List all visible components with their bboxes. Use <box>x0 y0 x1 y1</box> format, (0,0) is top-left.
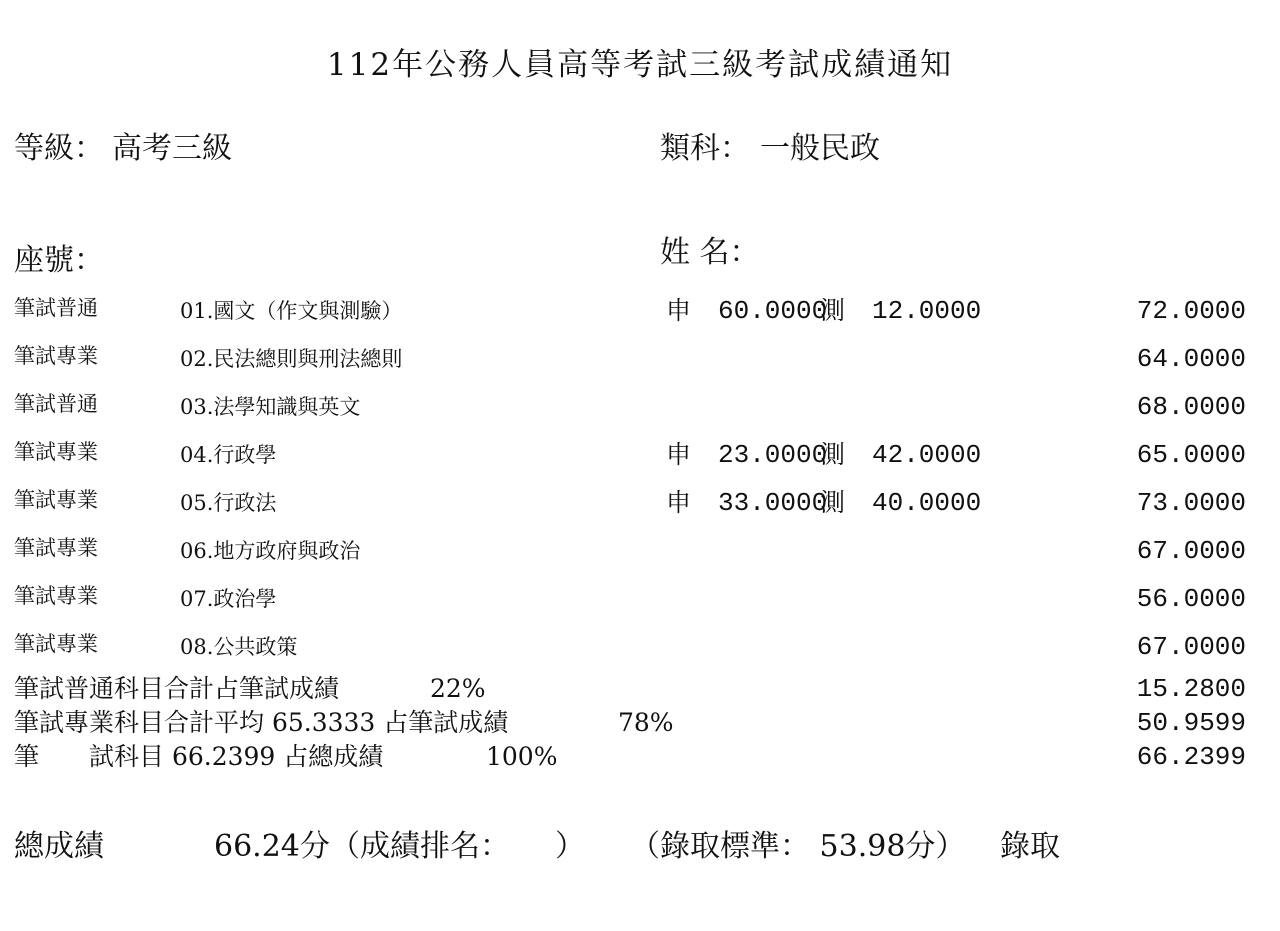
essay-score: 33.0000 <box>718 488 828 518</box>
summary-text: 筆 試科目 66.2399 占總成績 <box>14 742 384 771</box>
subject-score: 65.0000 <box>1136 440 1246 470</box>
subject-score: 67.0000 <box>1136 536 1246 566</box>
test-score: 12.0000 <box>872 296 982 326</box>
exam-type: 筆試專業 <box>14 440 98 464</box>
summary-text: 筆試專業科目合計平均 65.3333 占筆試成績 <box>14 708 509 737</box>
total-label: 總成績 <box>14 829 104 864</box>
subject-name: 01.國文（作文與測驗） <box>180 299 403 323</box>
subject-name: 04.行政學 <box>180 443 277 467</box>
rank-text: （成績排名： ） <box>330 829 585 864</box>
subject-score: 68.0000 <box>1136 392 1246 422</box>
exam-type: 筆試專業 <box>14 488 98 512</box>
subject-score: 67.0000 <box>1136 632 1246 662</box>
subject-name: 05.行政法 <box>180 491 277 515</box>
result-text: 錄取 <box>1000 829 1060 864</box>
standard-text: （錄取標準： 53.98分） <box>630 829 966 864</box>
summary-percent: 22% <box>430 674 486 703</box>
exam-type: 筆試專業 <box>14 632 98 656</box>
total-score: 66.24分 <box>214 829 330 864</box>
exam-type: 筆試普通 <box>14 392 98 416</box>
summary-percent: 78% <box>618 708 674 737</box>
essay-mark: 申 <box>666 296 692 325</box>
page-title: 112年公務人員高等考試三級考試成績通知 <box>326 47 954 83</box>
subject-name: 07.政治學 <box>180 587 277 611</box>
summary-value: 66.2399 <box>1136 742 1246 772</box>
test-score: 40.0000 <box>872 488 982 518</box>
subject-name: 03.法學知識與英文 <box>180 395 361 419</box>
exam-type: 筆試普通 <box>14 296 98 320</box>
essay-score: 60.0000 <box>718 296 828 326</box>
subject-name: 06.地方政府與政治 <box>180 539 361 563</box>
test-mark: 測 <box>820 296 846 325</box>
essay-mark: 申 <box>666 488 692 517</box>
essay-mark: 申 <box>666 440 692 469</box>
exam-type: 筆試專業 <box>14 536 98 560</box>
category-value: 一般民政 <box>760 131 880 166</box>
level-label: 等級： <box>14 131 104 166</box>
subject-score: 72.0000 <box>1136 296 1246 326</box>
test-score: 42.0000 <box>872 440 982 470</box>
summary-percent: 100% <box>486 742 558 771</box>
name-label: 姓 名： <box>660 235 760 270</box>
test-mark: 測 <box>820 488 846 517</box>
summary-value: 15.2800 <box>1136 674 1246 704</box>
exam-type: 筆試專業 <box>14 584 98 608</box>
subject-name: 02.民法總則與刑法總則 <box>180 347 403 371</box>
essay-score: 23.0000 <box>718 440 828 470</box>
exam-type: 筆試專業 <box>14 344 98 368</box>
subject-name: 08.公共政策 <box>180 635 298 659</box>
subject-score: 73.0000 <box>1136 488 1246 518</box>
seat-label: 座號： <box>14 243 104 278</box>
subject-score: 56.0000 <box>1136 584 1246 614</box>
summary-text: 筆試普通科目合計占筆試成績 <box>14 674 340 703</box>
subject-score: 64.0000 <box>1136 344 1246 374</box>
category-label: 類科： <box>660 131 750 166</box>
summary-value: 50.9599 <box>1136 708 1246 738</box>
test-mark: 測 <box>820 440 846 469</box>
level-value: 高考三級 <box>112 131 232 166</box>
